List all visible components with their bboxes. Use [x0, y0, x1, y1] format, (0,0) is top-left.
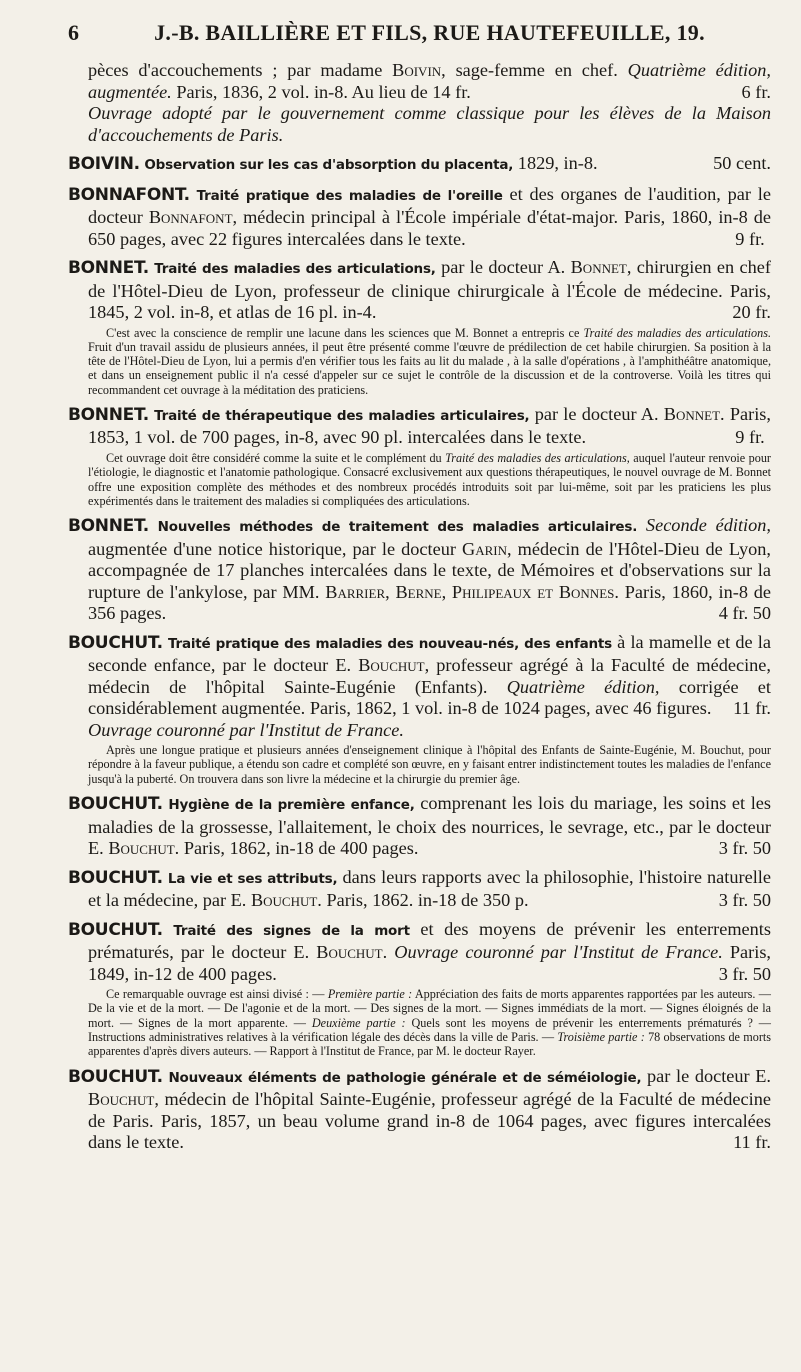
- work-title: Nouvelles méthodes de traitement des maladies articulaires.: [157, 519, 638, 536]
- text: Paris, 1849, in-12 de 400 pages.: [88, 942, 772, 984]
- work-title: Traité pratique des maladies de l'oreille: [196, 187, 503, 204]
- person-name: Bouchut: [358, 655, 425, 676]
- note-text: auquel l'auteur renvoie pour l'étiologie, le diagnostic et l'anatomie pathologique. Consacré exclusivement aux questions thérapeutiques, le nouvel ouvrage de M. Bonnet offre une exposition complète des méthodes et des nombreux procédés introduits soit par lui-même, soit par les praticiens les plus expérimentés dans le traitement des maladies si compliquées des articulations.: [88, 450, 771, 508]
- work-title: Hygiène de la première enfance,: [168, 797, 415, 814]
- note-text: Appréciation des faits de morts apparentes rapportées par les auteurs. — De la vie et de la mort. — De l'agonie et de la mort. — Des signes de la mort. — Signes immédiats de la mort. — Signes éloignés de la mort. — Signes de la mort apparente. —: [88, 987, 771, 1030]
- price: 3 fr. 50: [718, 890, 771, 911]
- work-title: La vie et ses attributs,: [167, 870, 338, 887]
- note-text: Fruit d'un travail assidu de plusieurs années, il peut être présenté comme l'œuvre de prédilection de cet habile chirurgien. Sa position à la tête de l'Hôtel-Dieu de Lyon, lui a permis d'en vérifier tous les faits au lit du malade , à la salle d'opérations , à l'amphithéâtre anatomique, et dans un enseignement public il n'a cessé d'appeler sur ce sujet le contrôle de la discussion et de la controverse. Voilà les titres qui recommandent cet ouvrage à la méditation des praticiens.: [88, 339, 771, 397]
- entry-bouchut-hygiene: [68, 793, 771, 860]
- person-name: Garin: [462, 538, 507, 559]
- edition: Quatrième édition, augmentée.: [88, 60, 771, 102]
- price: 6 fr.: [741, 81, 771, 102]
- entry-bouchut-pathologie: [68, 1066, 771, 1154]
- price: 50 cent.: [713, 153, 771, 173]
- text: 1829, in-8.: [513, 153, 598, 173]
- price: 3 fr. 50: [718, 963, 771, 984]
- part-label: Première partie :: [327, 987, 413, 1002]
- publisher-name: J.-B. BAILLIÈRE: [154, 20, 331, 45]
- person-name: Bonnet: [570, 257, 627, 277]
- entry-boivin-placenta: [68, 153, 771, 177]
- entry-bonnafont: [68, 184, 771, 251]
- note-title: Traité des maladies des articulations,: [445, 450, 630, 465]
- text: par le docteur A.: [435, 257, 571, 277]
- entry-text: [68, 257, 771, 324]
- author-name: BONNET.: [68, 516, 149, 537]
- person-name: Bouchut: [250, 890, 318, 911]
- work-title: Traité pratique des maladies des nouveau-nés, des enfants: [167, 635, 612, 652]
- entry-bonnet-articulations: [68, 257, 771, 397]
- text: . Paris, 1853, 1 vol. de 700 pages, in-8, avec 90 pl. intercalées dans le texte.: [88, 403, 771, 448]
- price: 3 fr. 50: [718, 838, 771, 859]
- note-text: 78 observations de morts apparentes d'après divers auteurs. — Rapport à l'Institut de France, par M. le docteur Rayer.: [88, 1029, 772, 1059]
- entry-boivin-accouchements-cont: [68, 60, 771, 146]
- header-street: RUE HAUTEFEUILLE, 19.: [433, 20, 705, 45]
- text: . Paris, 1862, in-18 de 400 pages.: [174, 838, 419, 859]
- person-name: Bouchut: [108, 838, 175, 859]
- author-name: BOUCHUT.: [68, 632, 163, 653]
- text: , médecin principal à l'École impériale d'état-major. Paris, 1860, in-8 de 650 pages, avec 22 figures intercalées dans le texte.: [88, 207, 772, 249]
- price: 20 fr.: [732, 302, 771, 322]
- author-name: BOUCHUT.: [68, 1066, 163, 1087]
- author-name: BONNET.: [68, 258, 149, 278]
- award-note: Ouvrage couronné par l'Institut de France.: [394, 942, 723, 963]
- person-name: Boivin: [392, 60, 442, 80]
- entry-text: [68, 1066, 771, 1154]
- work-title: Nouveaux éléments de pathologie générale et de séméiologie,: [168, 1069, 642, 1086]
- work-title: Observation sur les cas d'absorption du placenta,: [144, 157, 514, 173]
- entry-note: [88, 987, 771, 1058]
- text: Paris, 1836, 2 vol. in-8. Au lieu de 14 fr.: [171, 81, 471, 102]
- text: pèces d'accouchements ; par madame: [88, 60, 393, 80]
- catalog-content: [68, 60, 771, 1154]
- running-header: [68, 20, 771, 60]
- text: augmentée d'une notice historique, par le docteur: [88, 538, 463, 559]
- person-name: Bouchut: [316, 942, 383, 963]
- text: , médecin de l'Hôtel-Dieu de Lyon, accompagnée de 17 planches intercalées dans le texte, de Mémoires et d'observations sur la rupture de l'ankylose, par MM.: [88, 538, 771, 602]
- price: 11 fr.: [733, 698, 771, 719]
- text: et des moyens de prévenir les enterrements prématurés, par le docteur E.: [88, 918, 771, 963]
- work-title: Traité de thérapeutique des maladies articulaires,: [154, 407, 530, 424]
- edition: Quatrième édition,: [506, 676, 660, 697]
- price: 9 fr.: [735, 228, 765, 249]
- text: , professeur agrégé à la Faculté de médecine, médecin de l'hôpital Sainte-Eugénie (Enfants).: [88, 655, 771, 697]
- text: , médecin de l'hôpital Sainte-Eugénie, professeur agrégé de la Faculté de médecine de Paris. Paris, 1857, un beau volume grand in-8 de 1064 pages, avec figures intercalées dans le texte.: [88, 1089, 771, 1153]
- entry-text: [68, 153, 771, 177]
- entry-text: [68, 184, 771, 251]
- person-name: Bonnet: [663, 403, 721, 424]
- person-names: Barrier, Berne, Philipeaux et Bonnes: [325, 581, 615, 602]
- author-name: BONNET.: [68, 404, 149, 425]
- edition: Seconde édition,: [637, 515, 771, 536]
- author-name: BOUCHUT.: [68, 794, 163, 815]
- text: .: [382, 942, 395, 963]
- text: par le docteur A.: [529, 403, 664, 424]
- person-name: Bouchut: [88, 1089, 155, 1110]
- author-name: BOUCHUT.: [68, 867, 163, 888]
- entry-note: [88, 451, 771, 508]
- part-label: Deuxième partie :: [311, 1015, 406, 1030]
- work-title: Traité des signes de la mort: [173, 922, 410, 939]
- work-title: Traité des maladies des articulations,: [154, 261, 436, 277]
- page-number: 6: [68, 20, 79, 45]
- entry-text: [68, 793, 771, 860]
- note-text: C'est avec la conscience de remplir une lacune dans les sciences que M. Bonnet a entrepris ce: [106, 325, 584, 340]
- part-label: Troisième partie :: [557, 1029, 645, 1044]
- award-note: Ouvrage couronné par l'Institut de France.: [88, 719, 404, 740]
- note-title: Traité des maladies des articulations.: [583, 325, 771, 340]
- text: par le docteur E.: [641, 1065, 772, 1086]
- entry-note: [88, 326, 771, 397]
- text: corrigée et considérablement augmentée. Paris, 1862, 1 vol. in-8 de 1024 pages, avec 46 figures.: [88, 676, 772, 719]
- text: . Paris, 1860, in-8 de 356 pages.: [88, 581, 771, 624]
- entry-text: [68, 404, 771, 449]
- header-conj: ET FILS,: [336, 20, 428, 45]
- entry-text: [68, 515, 771, 625]
- text: dans leurs rapports avec la philosophie, l'histoire naturelle et la médecine, par E.: [88, 866, 771, 911]
- entry-note: Après une longue pratique et plusieurs années d'enseignement clinique à l'hôpital des Enfants de Sainte-Eugénie, M. Bouchut, pour répondre à la faveur publique, a étendu son cadre et complété son œuvre, en y faisant entrer indistinctement toutes les maladies de l'enfance jusqu'à la puberté. On trouvera dans son livre la médecine et la chirurgie du premier âge.: [88, 743, 771, 786]
- author-name: BOIVIN.: [68, 154, 140, 174]
- running-title: [128, 20, 771, 46]
- entry-text: [68, 632, 771, 742]
- entry-text: [68, 867, 771, 912]
- author-name: BONNAFONT.: [68, 184, 190, 205]
- text: comprenant les lois du mariage, les soins et les maladies de la grossesse, l'allaitement, le choix des nourrices, le sevrage, etc., par le docteur E.: [88, 793, 771, 859]
- text: à la mamelle et de la seconde enfance, par le docteur E.: [88, 631, 771, 676]
- entry-bouchut-nouveau-nes: [68, 632, 771, 786]
- note-text: Ce remarquable ouvrage est ainsi divisé : —: [106, 987, 328, 1002]
- price: 11 fr.: [733, 1132, 771, 1153]
- note-text: Cet ouvrage doit être considéré comme la suite et le complément du: [106, 450, 446, 465]
- text: , sage-femme en chef.: [441, 60, 628, 80]
- person-name: Bonnafont: [148, 207, 233, 227]
- price: 4 fr. 50: [718, 603, 771, 624]
- price: 9 fr.: [735, 427, 765, 448]
- entry-bouchut-vie: [68, 867, 771, 912]
- entry-bonnet-nouvelles-methodes: [68, 515, 771, 625]
- text: et des organes de l'audition, par le docteur: [88, 183, 772, 227]
- entry-text: [68, 60, 771, 146]
- adoption-note: Ouvrage adopté par le gouvernement comme classique pour les élèves de la Maison d'accouchements de Paris.: [88, 103, 771, 145]
- text: , chirurgien en chef de l'Hôtel-Dieu de Lyon, professeur de clinique chirurgicale à l'École de médecine. Paris, 1845, 2 vol. in-8, et atlas de 16 pl. in-4.: [88, 257, 771, 322]
- entry-bonnet-therapeutique: [68, 404, 771, 508]
- entry-text: [68, 919, 771, 986]
- author-name: BOUCHUT.: [68, 919, 163, 940]
- note-text: Quels sont les moyens de prévenir les enterrements prématurés ? — Instructions administratives relatives à la vérification légale des décès dans la ville de Paris. —: [88, 1015, 771, 1044]
- entry-bouchut-signes-mort: [68, 919, 771, 1059]
- text: . Paris, 1862. in-18 de 350 p.: [317, 890, 529, 911]
